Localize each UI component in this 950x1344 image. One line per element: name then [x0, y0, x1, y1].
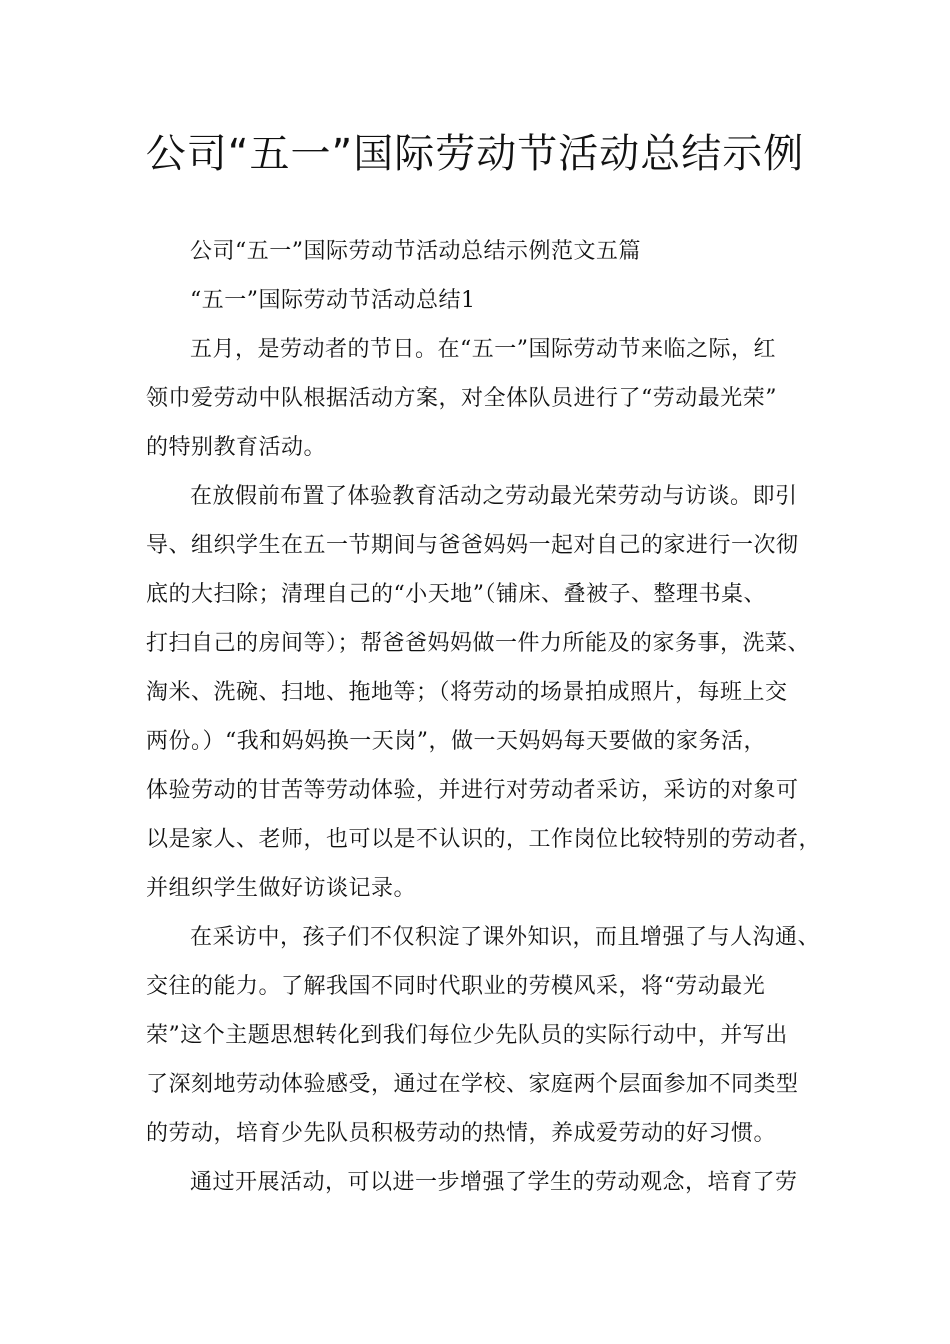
paragraph-line: 以是家人、老师，也可以是不认识的，工作岗位比较特别的劳动者， [146, 827, 822, 852]
paragraph-line: 导、组织学生在五一节期间与爸爸妈妈一起对自己的家进行一次彻 [146, 533, 799, 558]
subtitle-line: 公司“五一”国际劳动节活动总结示例范文五篇 [190, 239, 641, 264]
paragraph-line: 了深刻地劳动体验感受，通过在学校、家庭两个层面参加不同类型 [146, 1072, 799, 1097]
paragraph-line: 体验劳动的甘苦等劳动体验，并进行对劳动者采访，采访的对象可 [146, 778, 799, 803]
paragraph-line: 并组织学生做好访谈记录。 [146, 876, 417, 901]
paragraph-line: 淘米、洗碗、扫地、拖地等；（将劳动的场景拍成照片，每班上交 [146, 680, 788, 705]
document-body [146, 227, 834, 1207]
document-title: 公司“五一”国际劳动节活动总结示例 [145, 131, 805, 177]
paragraph-line: 通过开展活动，可以进一步增强了学生的劳动观念，培育了劳 [190, 1170, 798, 1195]
section-heading: “五一”国际劳动节活动总结1 [190, 288, 476, 313]
paragraph-line: 的劳动，培育少先队员积极劳动的热情，养成爱劳动的好习惯。 [146, 1121, 777, 1146]
paragraph-line: 的特别教育活动。 [146, 435, 327, 460]
paragraph-line: 在放假前布置了体验教育活动之劳动最光荣劳动与访谈。即引 [190, 484, 798, 509]
paragraph-line: 五月，是劳动者的节日。在“五一”国际劳动节来临之际，红 [190, 337, 776, 362]
paragraph-line: 领巾爱劳动中队根据活动方案，对全体队员进行了“劳动最光荣” [146, 386, 777, 411]
paragraph-line: 交往的能力。了解我国不同时代职业的劳模风采，将“劳动最光 [146, 974, 766, 999]
paragraph-line: 荣”这个主题思想转化到我们每位少先队员的实际行动中，并写出 [146, 1023, 788, 1048]
paragraph-line: 打扫自己的房间等）；帮爸爸妈妈做一件力所能及的家务事，洗菜、 [146, 631, 811, 656]
paragraph-line: 两份。）“我和妈妈换一天岗”，做一天妈妈每天要做的家务活， [146, 729, 766, 754]
paragraph-line: 底的大扫除；清理自己的“小天地”（铺床、叠被子、整理书桌、 [146, 582, 766, 607]
paragraph-line: 在采访中，孩子们不仅积淀了课外知识，而且增强了与人沟通、 [190, 925, 821, 950]
